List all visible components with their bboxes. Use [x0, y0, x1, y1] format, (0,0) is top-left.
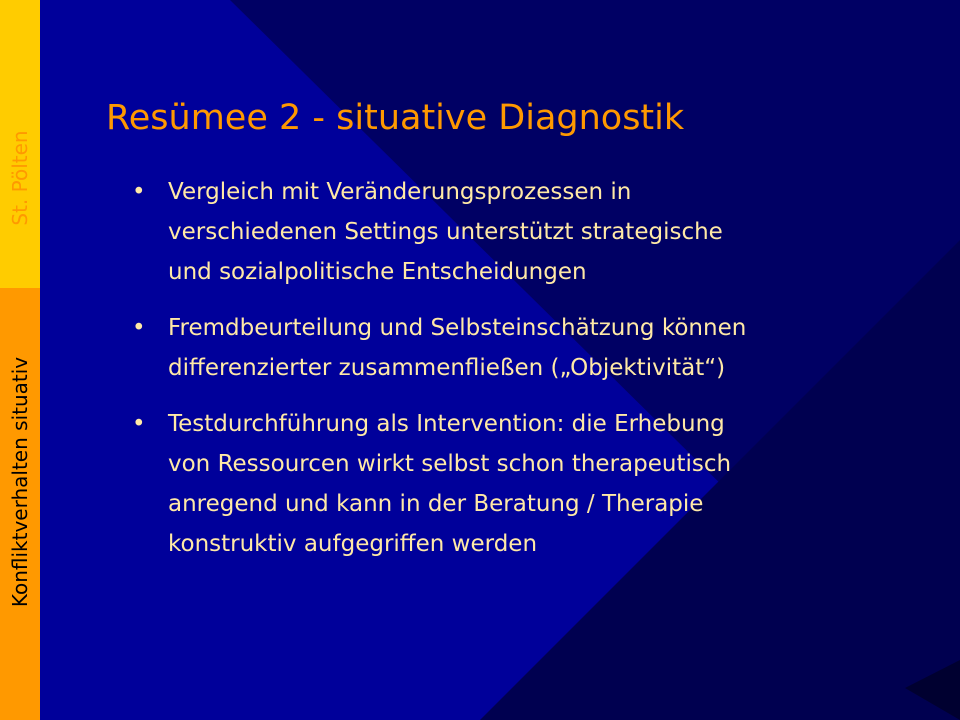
bullet-marker: •	[132, 411, 146, 437]
bullet-line: Fremdbeurteilung und Selbsteinschätzung können	[168, 315, 747, 341]
bullet-line: verschiedenen Settings unterstützt strategische	[168, 219, 723, 245]
side-label-topic: Konfliktverhalten situativ	[8, 356, 32, 608]
bullet-item	[132, 404, 892, 564]
bullet-line: und sozialpolitische Entscheidungen	[168, 259, 587, 285]
bullet-line: von Ressourcen wirkt selbst schon therapeutisch	[168, 451, 732, 477]
bullet-item	[132, 172, 892, 292]
bullet-marker: •	[132, 315, 146, 341]
side-label-location: St. Pölten	[8, 130, 32, 226]
bullet-item	[132, 308, 892, 388]
bullet-line: Testdurchführung als Intervention: die Erhebung	[168, 411, 725, 437]
bullet-line: differenzierter zusammenfließen („Objektivität“)	[168, 355, 726, 381]
bullet-marker: •	[132, 179, 146, 205]
slide-title: Resümee 2 - situative Diagnostik	[106, 98, 685, 138]
bullet-line: Vergleich mit Veränderungsprozessen in	[168, 179, 632, 205]
bullet-list	[132, 172, 892, 580]
bullet-line: konstruktiv aufgegriffen werden	[168, 531, 538, 557]
bullet-line: anregend und kann in der Beratung / Therapie	[168, 491, 704, 517]
